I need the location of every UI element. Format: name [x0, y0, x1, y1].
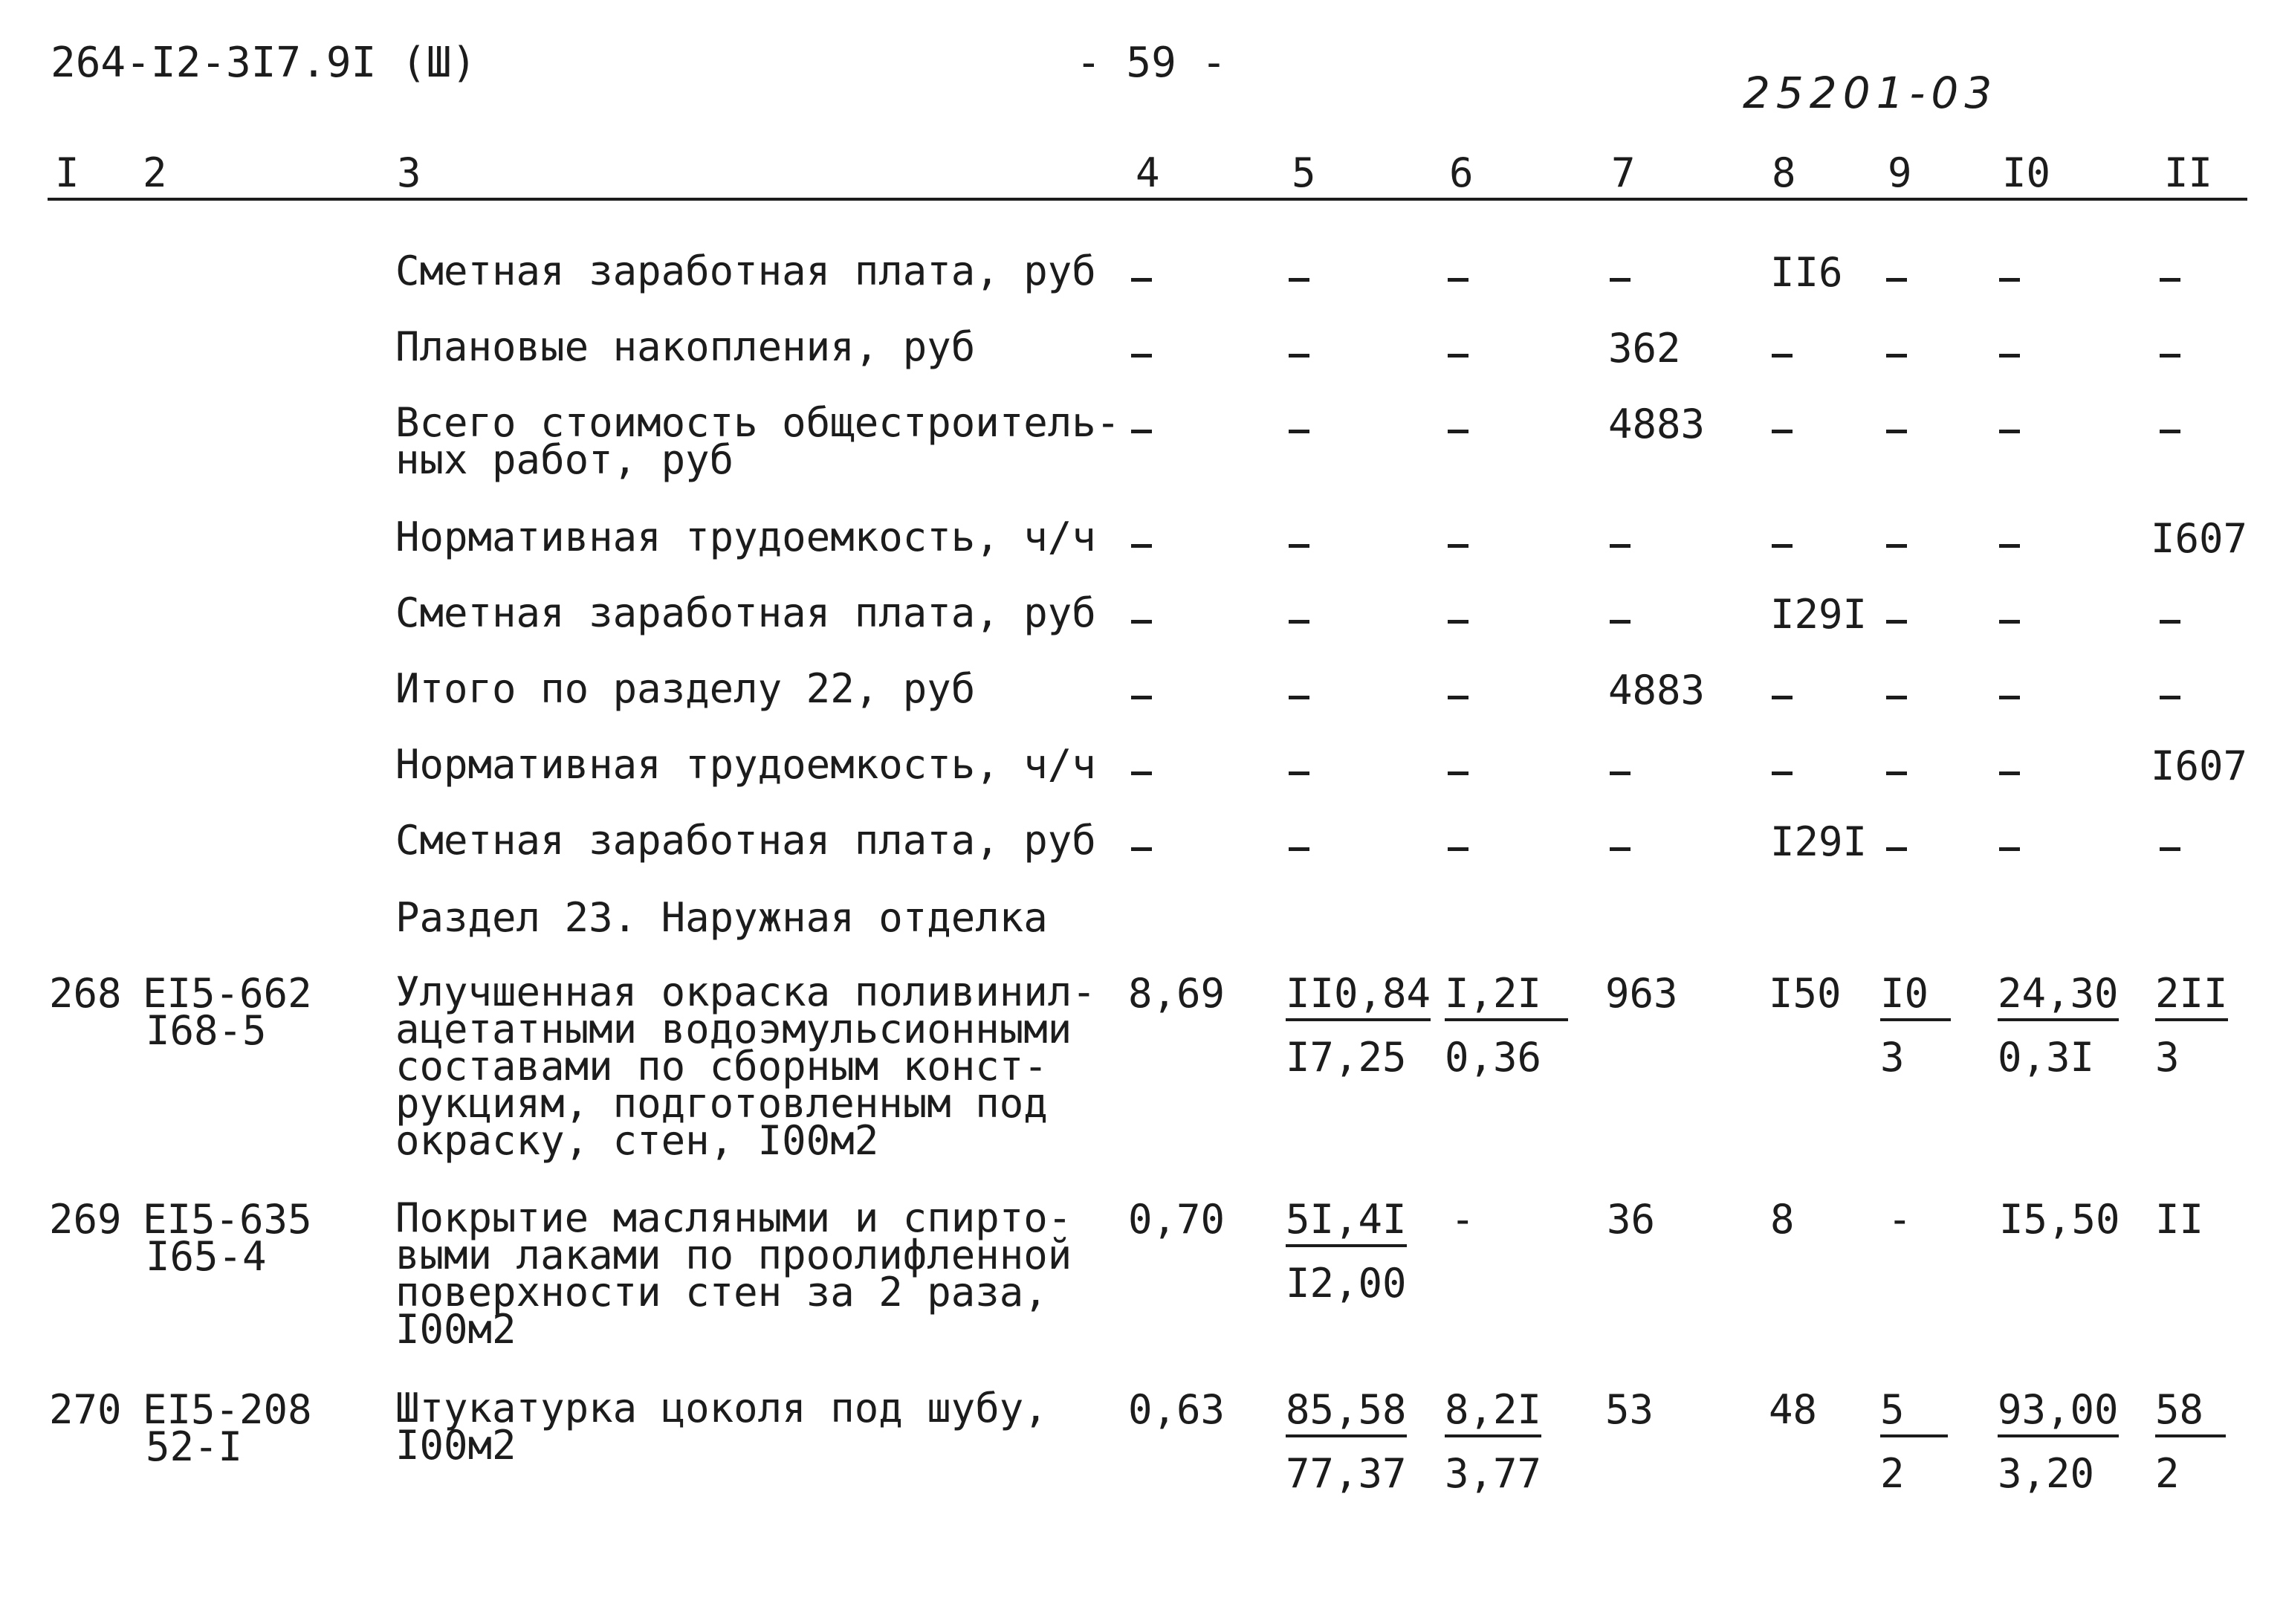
row-code: EI5-635	[143, 1196, 312, 1243]
cell-col7: 4883	[1608, 401, 1706, 447]
column-header-2: 2	[143, 149, 167, 196]
row-description: Сметная заработная плата, руб	[395, 589, 1096, 636]
fraction-top: 5I,4I	[1286, 1200, 1407, 1247]
empty-dash	[1289, 354, 1309, 358]
row-code: EI5-662	[143, 970, 312, 1017]
empty-dash	[1131, 771, 1152, 775]
empty-dash	[1131, 696, 1152, 699]
empty-dash	[1886, 620, 1907, 624]
row-code-secondary: I68-5	[146, 1007, 267, 1054]
fraction-top: 5	[1880, 1390, 1948, 1437]
row-description: Всего стоимость общестроитель-ных работ, руб	[395, 399, 1121, 483]
empty-dash	[1448, 620, 1468, 624]
empty-dash	[2160, 847, 2180, 851]
column-header-10: I0	[2002, 149, 2051, 196]
fraction-top: 93,00	[1998, 1390, 2119, 1437]
row-description: Нормативная трудоемкость, ч/ч	[395, 741, 1096, 788]
cell-col8: I29I	[1770, 591, 1868, 638]
header-rule	[48, 198, 2247, 201]
cell-col9: -	[1888, 1196, 1912, 1243]
cell-col5	[1286, 970, 1431, 1081]
row-description: Улучшенная окраска поливинил-ацетатными водоэмульсионными составами по сборным конст-рукциям, подготовленным под окраску, стен, I00м2	[395, 968, 1096, 1164]
cell-col7: 362	[1608, 325, 1681, 372]
empty-dash	[1448, 544, 1468, 548]
cell-col7: 36	[1607, 1196, 1656, 1243]
column-header-3: 3	[397, 149, 421, 196]
empty-dash	[1131, 544, 1152, 548]
empty-dash	[1886, 544, 1907, 548]
cell-col5	[1286, 1196, 1407, 1307]
column-header-5: 5	[1292, 149, 1316, 196]
empty-dash	[2160, 278, 2180, 282]
empty-dash	[1772, 354, 1793, 358]
cell-col10: I5,50	[1999, 1196, 2120, 1243]
fraction-top: II0,84	[1286, 974, 1431, 1021]
cell-col7: 963	[1605, 970, 1678, 1017]
empty-dash	[1610, 544, 1631, 548]
empty-dash	[1610, 278, 1631, 282]
empty-dash	[1999, 278, 2020, 282]
cell-col4: 0,63	[1128, 1386, 1225, 1433]
fraction-top: 58	[2155, 1390, 2226, 1437]
cell-col11: II	[2155, 1196, 2204, 1243]
empty-dash	[1448, 847, 1468, 851]
cell-col8: I29I	[1770, 818, 1868, 865]
empty-dash	[1772, 430, 1793, 433]
cell-col4: 8,69	[1128, 970, 1225, 1017]
empty-dash	[1772, 544, 1793, 548]
row-number: 270	[49, 1386, 122, 1433]
row-code-secondary: I65-4	[146, 1233, 267, 1280]
row-description: Итого по разделу 22, руб	[395, 665, 976, 712]
row-code-secondary: 52-I	[146, 1423, 243, 1470]
empty-dash	[2160, 430, 2180, 433]
empty-dash	[1131, 430, 1152, 433]
cell-col6	[1445, 970, 1568, 1081]
empty-dash	[1289, 430, 1309, 433]
empty-dash	[1448, 771, 1468, 775]
empty-dash	[1999, 771, 2020, 775]
empty-dash	[1772, 696, 1793, 699]
document-code: 264-I2-3I7.9I (Ш)	[51, 39, 477, 87]
cell-col7: 4883	[1608, 667, 1706, 714]
cell-col8: I50	[1769, 970, 1842, 1017]
empty-dash	[1448, 430, 1468, 433]
fraction-top: I,2I	[1445, 974, 1568, 1021]
fraction-top: 8,2I	[1445, 1390, 1541, 1437]
column-header-6: 6	[1449, 149, 1474, 196]
cell-col11	[2155, 970, 2228, 1081]
fraction-bottom: 3	[2155, 1034, 2180, 1081]
empty-dash	[1772, 771, 1793, 775]
handwritten-code: 25201-03	[1743, 68, 1998, 118]
cell-col5	[1286, 1386, 1407, 1497]
cell-col8: II6	[1770, 249, 1843, 296]
fraction-top: I0	[1880, 974, 1951, 1021]
fraction-bottom: 77,37	[1286, 1450, 1407, 1497]
section-title: Раздел 23. Наружная отделка	[395, 894, 1048, 941]
fraction-bottom: 3,77	[1445, 1450, 1542, 1497]
row-number: 268	[49, 970, 122, 1017]
cell-col10	[1998, 970, 2119, 1081]
cell-col7: 53	[1605, 1386, 1654, 1433]
row-description: Сметная заработная плата, руб	[395, 817, 1096, 864]
empty-dash	[1131, 620, 1152, 624]
fraction-bottom: 0,36	[1445, 1034, 1542, 1081]
empty-dash	[1289, 771, 1309, 775]
empty-dash	[1999, 620, 2020, 624]
empty-dash	[2160, 354, 2180, 358]
fraction-top: 24,30	[1998, 974, 2119, 1021]
cell-col8: 8	[1770, 1196, 1795, 1243]
empty-dash	[2160, 696, 2180, 699]
column-header-7: 7	[1611, 149, 1636, 196]
empty-dash	[2160, 620, 2180, 624]
empty-dash	[1886, 696, 1907, 699]
fraction-bottom: 2	[2155, 1450, 2180, 1497]
cell-col10	[1998, 1386, 2119, 1497]
row-description: Плановые накопления, руб	[395, 323, 976, 370]
empty-dash	[1610, 771, 1631, 775]
row-code: EI5-208	[143, 1386, 312, 1433]
column-header-9: 9	[1888, 149, 1912, 196]
empty-dash	[1999, 430, 2020, 433]
cell-col11	[2155, 1386, 2226, 1497]
empty-dash	[1999, 696, 2020, 699]
cell-col11: I607	[2151, 515, 2248, 562]
column-header-1: I	[55, 149, 80, 196]
row-description: Сметная заработная плата, руб	[395, 248, 1096, 294]
empty-dash	[1289, 544, 1309, 548]
empty-dash	[1886, 354, 1907, 358]
empty-dash	[1999, 544, 2020, 548]
row-number: 269	[49, 1196, 122, 1243]
empty-dash	[1999, 847, 2020, 851]
fraction-top: 85,58	[1286, 1390, 1407, 1437]
row-description: Нормативная трудоемкость, ч/ч	[395, 514, 1096, 560]
cell-col9	[1880, 970, 1951, 1081]
column-header-4: 4	[1136, 149, 1160, 196]
empty-dash	[1610, 847, 1631, 851]
column-header-11: II	[2164, 149, 2213, 196]
fraction-bottom: 3	[1880, 1034, 1905, 1081]
empty-dash	[1131, 847, 1152, 851]
empty-dash	[1289, 278, 1309, 282]
empty-dash	[1289, 847, 1309, 851]
page-number: - 59 -	[1076, 39, 1227, 87]
empty-dash	[1131, 354, 1152, 358]
fraction-bottom: I7,25	[1286, 1034, 1407, 1081]
empty-dash	[1886, 278, 1907, 282]
fraction-bottom: I2,00	[1286, 1260, 1407, 1307]
cell-col11: I607	[2151, 743, 2248, 789]
empty-dash	[1131, 278, 1152, 282]
empty-dash	[1886, 771, 1907, 775]
empty-dash	[1886, 430, 1907, 433]
empty-dash	[1448, 354, 1468, 358]
empty-dash	[1289, 620, 1309, 624]
cell-col6	[1445, 1386, 1542, 1497]
fraction-top: 2II	[2155, 974, 2228, 1021]
column-header-8: 8	[1772, 149, 1796, 196]
empty-dash	[1999, 354, 2020, 358]
cell-col6: -	[1451, 1196, 1475, 1243]
fraction-bottom: 3,20	[1998, 1450, 2095, 1497]
empty-dash	[1448, 696, 1468, 699]
row-description: Штукатурка цоколя под шубу, I00м2	[395, 1385, 1048, 1469]
row-description: Покрытие масляными и спирто-выми лаками по проолифленной поверхности стен за 2 раза, I00м2	[395, 1194, 1072, 1353]
empty-dash	[1289, 696, 1309, 699]
cell-col8: 48	[1769, 1386, 1818, 1433]
empty-dash	[1886, 847, 1907, 851]
cell-col9	[1880, 1386, 1948, 1497]
empty-dash	[1448, 278, 1468, 282]
fraction-bottom: 2	[1880, 1450, 1905, 1497]
fraction-bottom: 0,3I	[1998, 1034, 2095, 1081]
empty-dash	[1610, 620, 1631, 624]
cell-col4: 0,70	[1128, 1196, 1225, 1243]
